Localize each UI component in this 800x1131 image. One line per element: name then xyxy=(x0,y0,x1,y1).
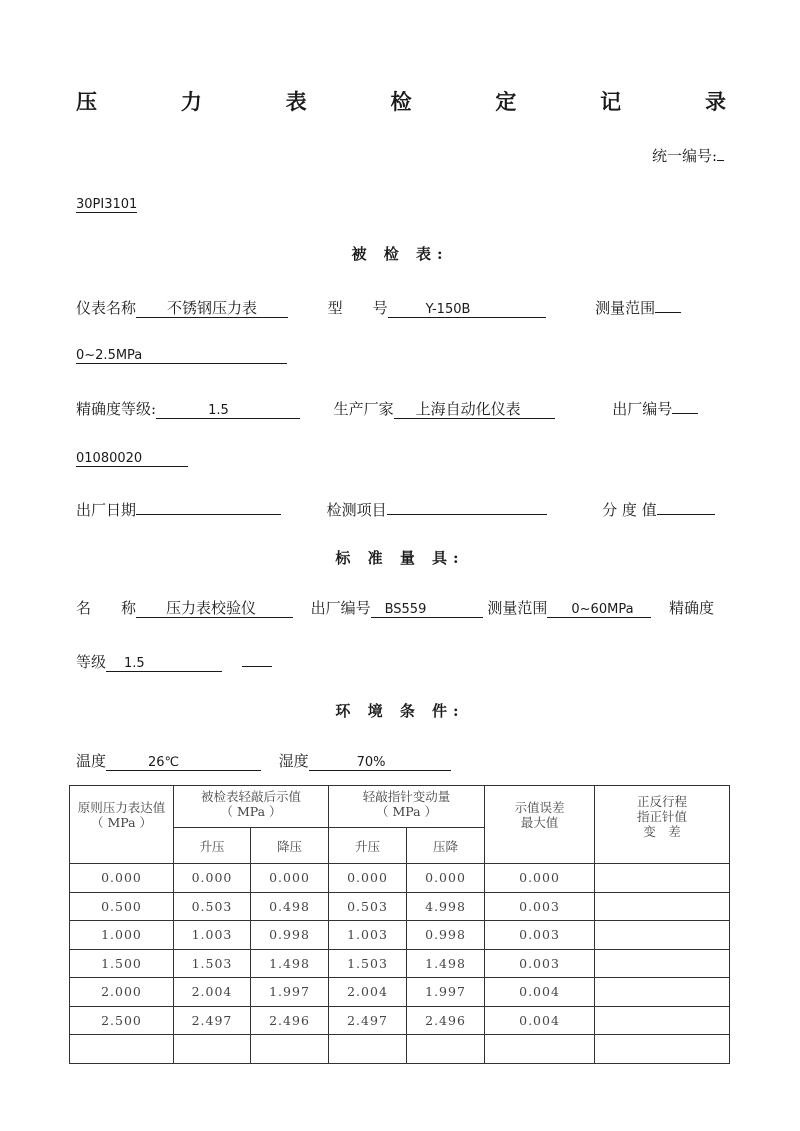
cell-nominal: 1.500 xyxy=(70,949,174,978)
env-temp-label: 温度 xyxy=(76,752,107,770)
cell-shift-up: 2.004 xyxy=(329,978,407,1007)
title-char: 压 xyxy=(76,89,97,114)
cell-nominal: 2.000 xyxy=(70,978,174,1007)
standard-accuracy-label: 精确度 xyxy=(668,599,714,617)
cell-max-error: 0.003 xyxy=(485,921,595,950)
cell-max-error: 0.000 xyxy=(485,864,595,893)
gauge-row-3 xyxy=(76,496,715,518)
section-heading-gauge: 被 检 表: xyxy=(351,245,449,263)
cell-variation xyxy=(595,892,730,921)
cell-nominal xyxy=(70,1035,174,1064)
col-header-variation: 正反行程 指正针值 变 差 xyxy=(595,786,730,864)
gauge-serial-value: 01080020 xyxy=(76,448,188,467)
cell-max-error: 0.003 xyxy=(485,892,595,921)
title-char: 定 xyxy=(495,89,517,114)
cell-shift-down: 0.998 xyxy=(407,921,485,950)
cell-max-error: 0.003 xyxy=(485,949,595,978)
standard-row-1 xyxy=(76,597,714,619)
cell-nominal: 1.000 xyxy=(70,921,174,950)
gauge-serial-row xyxy=(76,446,188,468)
cell-up: 1.503 xyxy=(174,949,251,978)
gauge-name-label: 仪表名称 xyxy=(76,299,137,317)
cell-variation xyxy=(595,978,730,1007)
subheader-up-2: 升压 xyxy=(329,828,407,864)
gauge-row-1 xyxy=(76,294,681,316)
section-heading-env: 环 境 条 件: xyxy=(335,702,465,720)
cell-variation xyxy=(595,1006,730,1035)
cell-nominal: 0.000 xyxy=(70,864,174,893)
col-header-pointer-shift: 轻敲指针变动量 （ MPa ） xyxy=(329,786,485,828)
gauge-serial-label: 出厂编号 xyxy=(612,400,673,418)
cell-variation xyxy=(595,949,730,978)
unified-no-value: 30PI3101 xyxy=(76,194,137,213)
cell-shift-up: 0.503 xyxy=(329,892,407,921)
standard-range-label: 测量范围 xyxy=(487,599,548,617)
gauge-item-value xyxy=(387,496,547,515)
gauge-date-label: 出厂日期 xyxy=(76,501,137,519)
gauge-range-label: 测量范围 xyxy=(595,299,656,317)
cell-shift-down: 4.998 xyxy=(407,892,485,921)
gauge-accuracy-value: 1.5 xyxy=(156,400,300,419)
table-header-row xyxy=(70,786,730,828)
cell-max-error: 0.004 xyxy=(485,1006,595,1035)
env-humidity-label: 湿度 xyxy=(278,752,309,770)
table-row xyxy=(70,892,730,921)
standard-serial-value: BS559 xyxy=(371,599,483,618)
gauge-item-label: 检测项目 xyxy=(326,501,387,519)
title-char: 记 xyxy=(600,89,622,114)
table-row xyxy=(70,978,730,1007)
cell-down: 2.496 xyxy=(251,1006,329,1035)
cell-max-error xyxy=(485,1035,595,1064)
gauge-row-2 xyxy=(76,395,698,417)
table-row xyxy=(70,949,730,978)
cell-shift-down: 2.496 xyxy=(407,1006,485,1035)
gauge-model-label: 型 号 xyxy=(327,299,388,317)
title-char: 检 xyxy=(390,89,412,114)
cell-shift-up: 1.503 xyxy=(329,949,407,978)
cell-shift-down: 1.498 xyxy=(407,949,485,978)
cell-down xyxy=(251,1035,329,1064)
cell-down: 0.498 xyxy=(251,892,329,921)
cell-variation xyxy=(595,921,730,950)
cell-up: 2.497 xyxy=(174,1006,251,1035)
table-row xyxy=(70,1006,730,1035)
env-humidity-value: 70% xyxy=(309,752,451,771)
cell-up: 0.503 xyxy=(174,892,251,921)
standard-row-2 xyxy=(76,648,272,670)
col-header-max-error: 示值误差 最大值 xyxy=(485,786,595,864)
unified-no-label: 统一编号: xyxy=(651,147,717,165)
subheader-up: 升压 xyxy=(174,828,251,864)
cell-nominal: 2.500 xyxy=(70,1006,174,1035)
title-char: 力 xyxy=(180,89,202,114)
cell-down: 1.498 xyxy=(251,949,329,978)
cell-nominal: 0.500 xyxy=(70,892,174,921)
table-row xyxy=(70,864,730,893)
cell-up xyxy=(174,1035,251,1064)
standard-name-value: 压力表校验仪 xyxy=(136,599,293,618)
cell-shift-down: 1.997 xyxy=(407,978,485,1007)
cell-variation xyxy=(595,1035,730,1064)
gauge-accuracy-label: 精确度等级: xyxy=(76,400,157,418)
cell-shift-down xyxy=(407,1035,485,1064)
cell-down: 0.998 xyxy=(251,921,329,950)
gauge-range-value: 0~2.5MPa xyxy=(76,345,287,364)
cell-variation xyxy=(595,864,730,893)
col-header-nominal: 原则压力表达值 （ MPa ） xyxy=(70,786,174,864)
cell-down: 0.000 xyxy=(251,864,329,893)
gauge-maker-value: 上海自动化仪表 xyxy=(394,400,555,419)
cell-shift-up: 1.003 xyxy=(329,921,407,950)
cell-shift-down: 0.000 xyxy=(407,864,485,893)
document-title xyxy=(76,86,726,120)
title-char: 表 xyxy=(285,89,307,114)
env-temp-value: 26℃ xyxy=(106,752,261,771)
record-table xyxy=(69,785,730,1064)
gauge-maker-label: 生产厂家 xyxy=(333,400,394,418)
title-char: 录 xyxy=(704,89,726,114)
cell-shift-up: 2.497 xyxy=(329,1006,407,1035)
table-row xyxy=(70,1035,730,1064)
gauge-model-value: Y-150B xyxy=(388,299,546,318)
cell-max-error: 0.004 xyxy=(485,978,595,1007)
gauge-division-value xyxy=(657,496,715,515)
standard-grade-label: 等级 xyxy=(76,653,107,671)
subheader-down-2: 压降 xyxy=(407,828,485,864)
cell-shift-up: 0.000 xyxy=(329,864,407,893)
standard-serial-label: 出厂编号 xyxy=(310,599,371,617)
standard-grade-value: 1.5 xyxy=(106,653,222,672)
gauge-name-value: 不锈钢压力表 xyxy=(136,299,288,318)
unified-no-underline xyxy=(717,142,724,161)
standard-range-value: 0~60MPa xyxy=(547,599,651,618)
cell-down: 1.997 xyxy=(251,978,329,1007)
table-row xyxy=(70,921,730,950)
standard-name-label: 名 称 xyxy=(76,599,137,617)
cell-shift-up xyxy=(329,1035,407,1064)
gauge-division-label: 分 度 值 xyxy=(602,501,657,519)
cell-up: 0.000 xyxy=(174,864,251,893)
col-header-tapped-reading: 被检表轻敲后示值 （ MPa ） xyxy=(174,786,329,828)
unified-no-row xyxy=(652,142,724,164)
section-heading-standard: 标 准 量 具: xyxy=(335,549,465,567)
env-row xyxy=(76,750,451,772)
gauge-date-value xyxy=(136,496,281,515)
cell-up: 1.003 xyxy=(174,921,251,950)
subheader-down: 降压 xyxy=(251,828,329,864)
cell-up: 2.004 xyxy=(174,978,251,1007)
gauge-range-row xyxy=(76,343,287,365)
unified-no-value-row xyxy=(76,192,137,214)
